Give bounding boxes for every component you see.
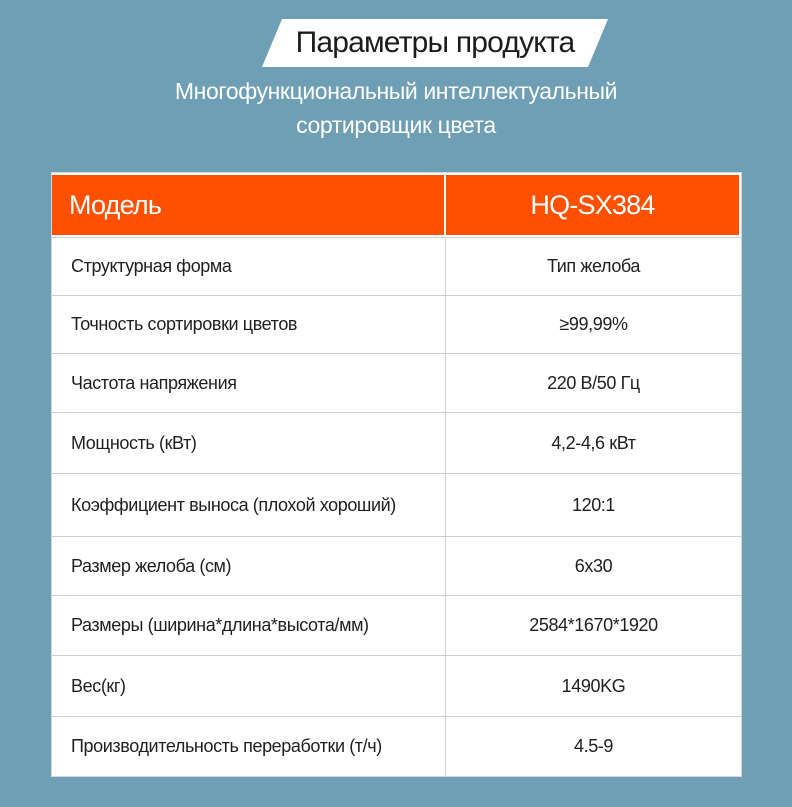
spec-value: 4.5-9 bbox=[573, 736, 614, 756]
table-header-row bbox=[52, 175, 741, 235]
spec-name: Коэффициент выноса (плохой хороший) bbox=[52, 474, 446, 536]
spec-name: Частота напряжения bbox=[52, 354, 446, 412]
spec-value: 1490KG bbox=[561, 675, 626, 696]
table-row bbox=[52, 655, 741, 716]
spec-table bbox=[51, 172, 742, 777]
spec-value: 220 В/50 Гц bbox=[547, 372, 640, 393]
table-row bbox=[52, 295, 741, 353]
spec-value: 2584*1670*1920 bbox=[529, 615, 658, 635]
spec-value: Тип желоба bbox=[546, 256, 641, 276]
spec-name: Производительность переработки (т/ч) bbox=[52, 717, 446, 776]
spec-name: Размеры (ширина*длина*высота/мм) bbox=[52, 596, 446, 655]
spec-name: Вес(кг) bbox=[52, 656, 446, 716]
spec-value: 120:1 bbox=[571, 494, 616, 515]
spec-name: Точность сортировки цветов bbox=[52, 296, 446, 353]
spec-value: 6x30 bbox=[574, 555, 613, 576]
spec-name: Мощность (кВт) bbox=[52, 413, 446, 473]
table-row bbox=[52, 237, 741, 295]
spec-value: 4,2-4,6 кВт bbox=[551, 432, 636, 453]
header-model-label: Модель bbox=[52, 175, 446, 235]
table-row bbox=[52, 473, 741, 536]
table-row bbox=[52, 353, 741, 412]
table-row bbox=[52, 536, 741, 595]
table-row bbox=[52, 595, 741, 655]
subtitle-line-2: сортировщик цвета bbox=[296, 112, 496, 138]
spec-name: Структурная форма bbox=[52, 238, 446, 295]
header-model-value: HQ-SX384 bbox=[446, 175, 739, 235]
page-title: Параметры продукта bbox=[295, 26, 575, 59]
table-row bbox=[52, 716, 741, 776]
spec-name: Размер желоба (см) bbox=[52, 537, 446, 595]
table-row bbox=[52, 412, 741, 473]
subtitle-line-1: Многофункциональный интеллектуальный bbox=[174, 78, 618, 104]
spec-value: ≥99,99% bbox=[559, 314, 628, 334]
